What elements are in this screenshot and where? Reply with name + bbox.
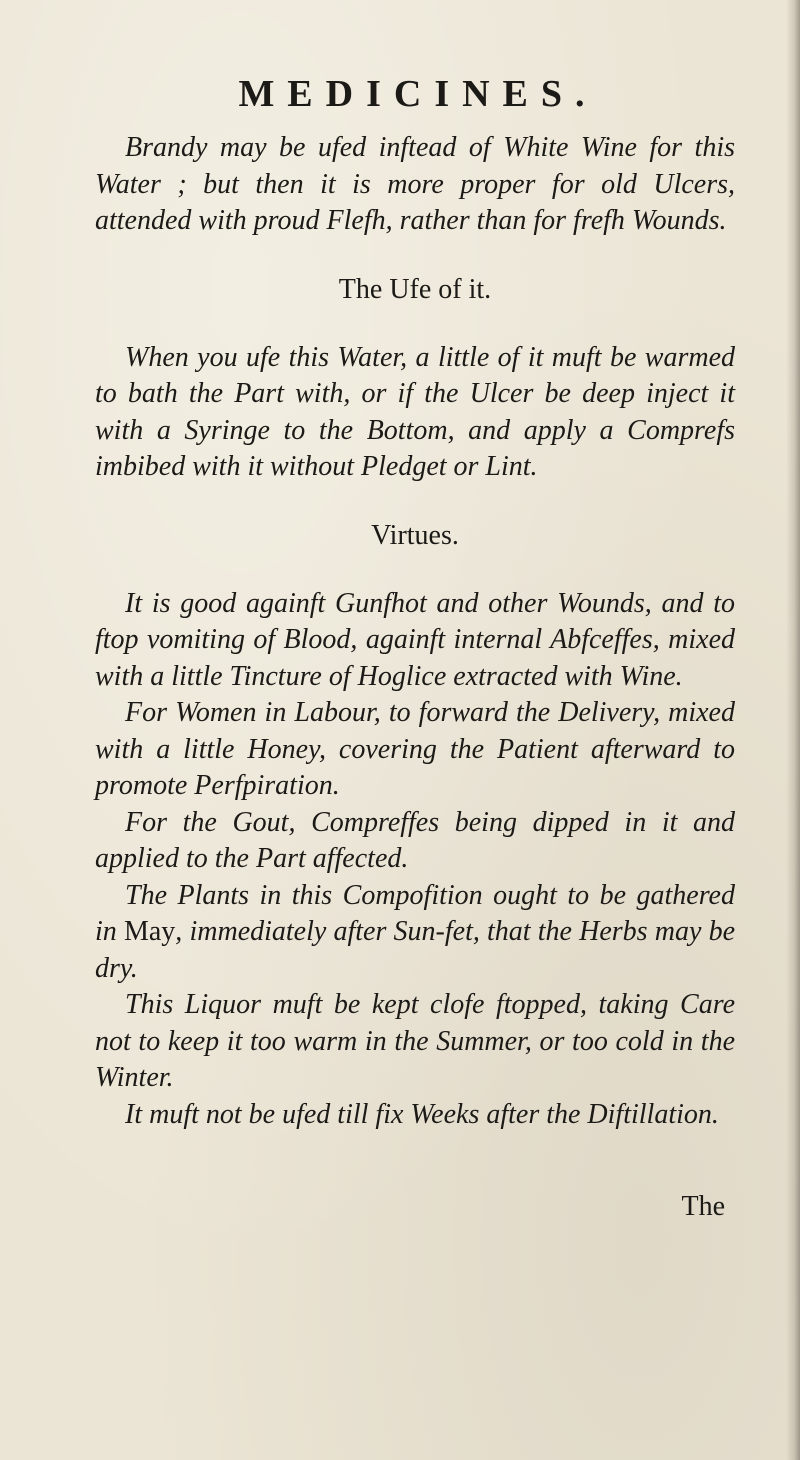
plants-paragraph: [95, 878, 735, 988]
catchword: The: [681, 1191, 725, 1222]
page-content: [95, 60, 735, 1223]
virtue-paragraph-gunshot: It is good againft Gunfhot and other Wounds, and to ftop vomiting of Blood, againft internal Abfceffes, mixed with a little Tincture of Hoglice extracted with Wine.: [95, 587, 735, 692]
use-paragraph: When you ufe this Water, a little of it muft be warmed to bath the Part with, or if the Ulcer be deep inject it with a Syringe to the Bottom, and apply a Comprefs imbibed with it without Pledget or Lint.: [95, 341, 735, 482]
running-head: MEDICINES.: [238, 73, 598, 115]
liquor-paragraph: This Liquor muft be kept clofe ftopped, taking Care not to keep it too warm in the Summer, or too cold in the Winter.: [95, 989, 735, 1093]
distillation-paragraph: It muft not be ufed till fix Weeks after the Diftillation.: [125, 1098, 719, 1130]
plants-text-after: , immediately after Sun-fet, that the Herbs may be dry.: [95, 916, 736, 984]
virtues-heading: Virtues.: [371, 519, 459, 551]
intro-paragraph: Brandy may be ufed inftead of White Wine for this Water ; but then it is more proper for old Ulcers, attended with proud Flefh, rather than for frefh Wounds.: [95, 132, 735, 236]
plants-text-before: The Plants in this Compofition ought to be gathered in: [95, 879, 735, 947]
plants-month: May: [123, 916, 176, 947]
virtue-paragraph-gout: For the Gout, Compreffes being dipped in it and applied to the Part affected.: [95, 806, 735, 874]
use-heading: The Ufe of it.: [338, 273, 492, 305]
page-edge-shadow: [786, 0, 800, 1460]
virtue-paragraph-labour: For Women in Labour, to forward the Delivery, mixed with a little Honey, covering the Patient afterward to promote Perfpiration.: [95, 697, 735, 801]
